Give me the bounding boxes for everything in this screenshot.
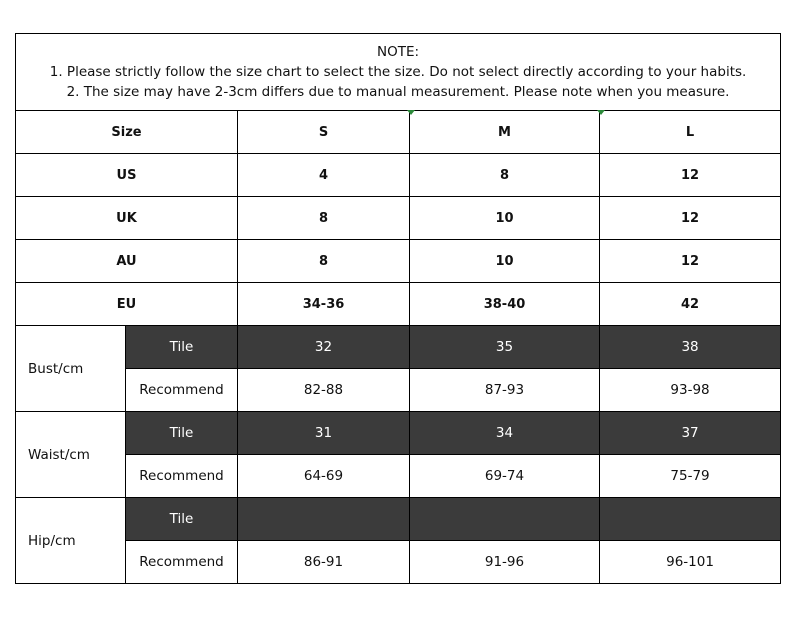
table-cell: 96-101 (600, 541, 781, 584)
table-row (16, 197, 781, 240)
table-cell: 12 (600, 240, 781, 283)
tile-label: Tile (126, 498, 238, 541)
size-m-header: M (410, 111, 600, 154)
table-cell: 8 (238, 240, 410, 283)
size-header-label: Size (16, 111, 238, 154)
table-cell: 38 (600, 326, 781, 369)
recommend-label: Recommend (126, 541, 238, 584)
table-cell: 69-74 (410, 455, 600, 498)
table-row (16, 283, 781, 326)
table-cell: 34-36 (238, 283, 410, 326)
table-cell: 87-93 (410, 369, 600, 412)
measurement-label: Bust/cm (16, 326, 126, 412)
table-cell: 91-96 (410, 541, 600, 584)
recommend-label: Recommend (126, 455, 238, 498)
region-label: US (16, 154, 238, 197)
region-label: AU (16, 240, 238, 283)
region-label: EU (16, 283, 238, 326)
table-row (16, 455, 781, 498)
table-cell: 75-79 (600, 455, 781, 498)
table-row (16, 412, 781, 455)
table-row (16, 541, 781, 584)
table-cell: 8 (238, 197, 410, 240)
table-cell (600, 498, 781, 541)
table-cell: 34 (410, 412, 600, 455)
recommend-label: Recommend (126, 369, 238, 412)
table-cell: 38-40 (410, 283, 600, 326)
table-row (16, 498, 781, 541)
size-chart (15, 33, 780, 588)
table-cell: 64-69 (238, 455, 410, 498)
table-cell: 12 (600, 154, 781, 197)
table-cell: 10 (410, 197, 600, 240)
note-line-1: 1. Please strictly follow the size chart to select the size. Do not select directly according to your habits. (49, 64, 747, 80)
table-row (16, 369, 781, 412)
note-line-2: 2. The size may have 2-3cm differs due to manual measurement. Please note when you measure. (66, 84, 730, 100)
size-table (15, 33, 781, 584)
tile-label: Tile (126, 412, 238, 455)
region-label: UK (16, 197, 238, 240)
corner-tick-icon (407, 110, 415, 115)
corner-tick-icon (597, 110, 605, 115)
table-cell: 31 (238, 412, 410, 455)
table-cell: 37 (600, 412, 781, 455)
measurement-label: Hip/cm (16, 498, 126, 584)
tile-label: Tile (126, 326, 238, 369)
size-header-row (16, 111, 781, 154)
note-title: NOTE: (377, 44, 420, 60)
table-cell: 10 (410, 240, 600, 283)
note-cell (16, 34, 781, 111)
measurement-label: Waist/cm (16, 412, 126, 498)
size-l-header: L (600, 111, 781, 154)
table-cell: 82-88 (238, 369, 410, 412)
size-s-header: S (238, 111, 410, 154)
table-cell: 8 (410, 154, 600, 197)
table-cell: 32 (238, 326, 410, 369)
table-cell: 35 (410, 326, 600, 369)
table-row (16, 154, 781, 197)
table-cell: 12 (600, 197, 781, 240)
table-cell (410, 498, 600, 541)
table-row (16, 326, 781, 369)
table-row (16, 240, 781, 283)
table-cell: 42 (600, 283, 781, 326)
table-cell: 4 (238, 154, 410, 197)
table-cell (238, 498, 410, 541)
table-cell: 86-91 (238, 541, 410, 584)
table-cell: 93-98 (600, 369, 781, 412)
